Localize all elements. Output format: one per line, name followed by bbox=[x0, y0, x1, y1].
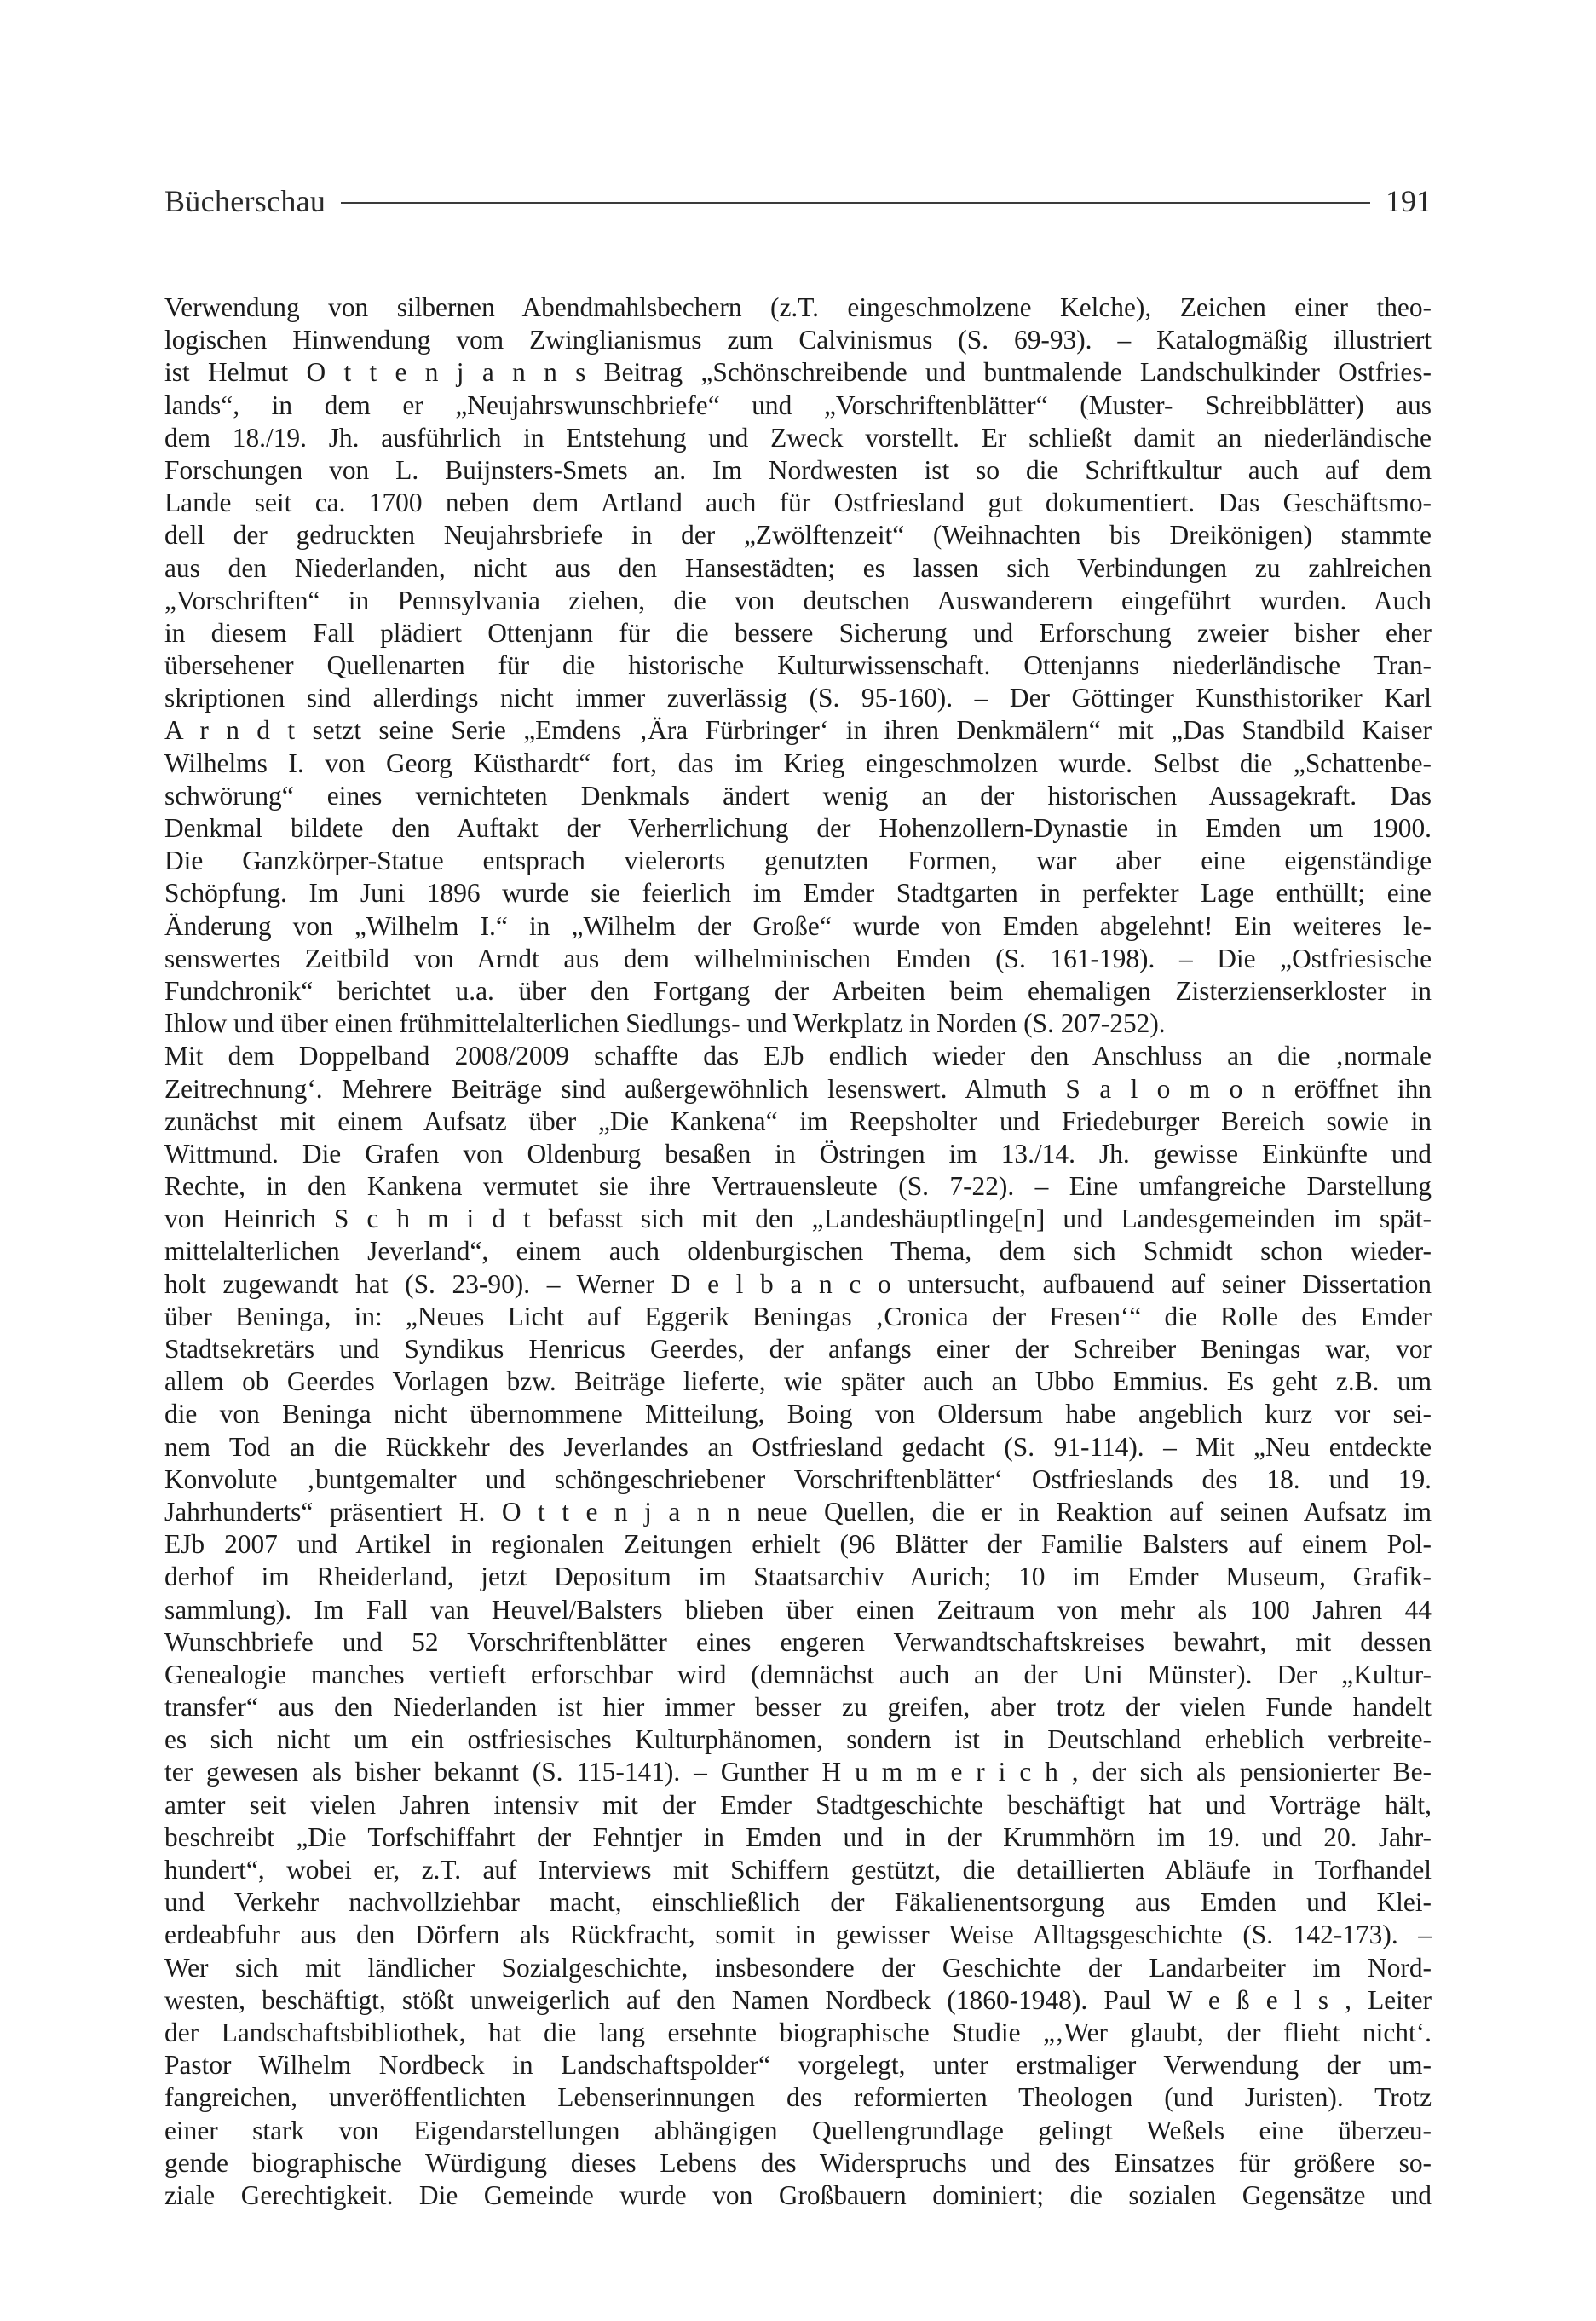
text-line: Konvolute ‚buntgemalter und schöngeschriebener Vorschriftenblätter‘ Ostfrieslands des 18. und 19. bbox=[164, 1464, 1432, 1494]
text-line: es sich nicht um ein ostfriesisches Kulturphänomen, sondern ist in Deutschland erheblich verbreite- bbox=[164, 1724, 1432, 1755]
text-line: Änderung von „Wilhelm I.“ in „Wilhelm der Große“ wurde von Emden abgelehnt! Ein weiteres le- bbox=[164, 910, 1432, 941]
text-line: Zeitrechnung‘. Mehrere Beiträge sind außergewöhnlich lesenswert. Almuth S a l o m o n eröffnet ihn bbox=[164, 1073, 1432, 1104]
text-line: Fundchronik“ berichtet u.a. über den Fortgang der Arbeiten beim ehemaligen Zisterzienserkloster in bbox=[164, 975, 1432, 1006]
text-line: senswertes Zeitbild von Arndt aus dem wilhelminischen Emden (S. 161-198). – Die „Ostfriesische bbox=[164, 943, 1432, 973]
text-line: logischen Hinwendung vom Zwinglianismus zum Calvinismus (S. 69-93). – Katalogmäßig illustriert bbox=[164, 325, 1432, 355]
text-line: von Heinrich S c h m i d t befasst sich mit den „Landeshäuptlinge[n] und Landesgemeinden im spät- bbox=[164, 1204, 1432, 1234]
text-line: Schöpfung. Im Juni 1896 wurde sie feierlich im Emder Stadtgarten in perfekter Lage enthüllt; eine bbox=[164, 878, 1432, 909]
text-line: aus den Niederlanden, nicht aus den Hansestädten; es lassen sich Verbindungen zu zahlreichen bbox=[164, 552, 1432, 583]
text-line: gende biographische Würdigung dieses Lebens des Widerspruchs und des Einsatzes für größere so- bbox=[164, 2147, 1432, 2178]
text-line: Wer sich mit ländlicher Sozialgeschichte, insbesondere der Geschichte der Landarbeiter im Nord- bbox=[164, 1952, 1432, 1983]
text-line: zunächst mit einem Aufsatz über „Die Kankena“ im Reepsholter und Friedeburger Bereich sowie in bbox=[164, 1106, 1432, 1136]
text-line: transfer“ aus den Niederlanden ist hier immer besser zu greifen, aber trotz der vielen Funde handelt bbox=[164, 1692, 1432, 1723]
text-line: schwörung“ eines vernichteten Denkmals ändert wenig an der historischen Aussagekraft. Das bbox=[164, 780, 1432, 811]
page-number: 191 bbox=[1386, 184, 1432, 218]
text-line: fangreichen, unveröffentlichten Lebenserinnungen des reformierten Theologen (und Juristen). Trotz bbox=[164, 2082, 1432, 2113]
text-line: „Vorschriften“ in Pennsylvania ziehen, die von deutschen Auswanderern eingeführt wurden. Auch bbox=[164, 585, 1432, 615]
text-line: Forschungen von L. Buijnsters-Smets an. Im Nordwesten ist so die Schriftkultur auch auf dem bbox=[164, 454, 1432, 485]
text-line: Verwendung von silbernen Abendmahlsbechern (z.T. eingeschmolzene Kelche), Zeichen einer theo- bbox=[164, 292, 1432, 322]
text-line: Jahrhunderts“ präsentiert H. O t t e n j a n n neue Quellen, die er in Reaktion auf seinen Aufsatz im bbox=[164, 1496, 1432, 1527]
text-line: die von Beninga nicht übernommene Mitteilung, Boing von Oldersum habe angeblich kurz vor sei- bbox=[164, 1399, 1432, 1429]
header-rule bbox=[341, 202, 1370, 204]
text-line: Wilhelms I. von Georg Küsthardt“ fort, das im Krieg eingeschmolzen wurde. Selbst die „Schattenbe- bbox=[164, 748, 1432, 778]
text-line: übersehener Quellenarten für die historische Kulturwissenschaft. Ottenjanns niederländische Tran- bbox=[164, 650, 1432, 681]
text-line: beschreibt „Die Torfschiffahrt der Fehntjer in Emden und in der Krummhörn im 19. und 20. Jahr- bbox=[164, 1822, 1432, 1852]
section-title: Bücherschau bbox=[164, 184, 326, 218]
text-line: in diesem Fall plädiert Ottenjann für die bessere Sicherung und Erforschung zweier bisher eher bbox=[164, 617, 1432, 648]
text-line: hundert“, wobei er, z.T. auf Interviews mit Schiffern gestützt, die detaillierten Abläufe in Torfhandel bbox=[164, 1855, 1432, 1885]
text-line: über Beninga, in: „Neues Licht auf Eggerik Beningas ‚Cronica der Fresen‘“ die Rolle des Emder bbox=[164, 1301, 1432, 1331]
text-line: amter seit vielen Jahren intensiv mit der Emder Stadtgeschichte beschäftigt hat und Vorträge hält, bbox=[164, 1789, 1432, 1820]
text-line: A r n d t setzt seine Serie „Emdens ‚Ära Fürbringer‘ in ihren Denkmälern“ mit „Das Standbild Kaiser bbox=[164, 715, 1432, 746]
text-line: lands“, in dem er „Neujahrswunschbriefe“ und „Vorschriftenblätter“ (Muster- Schreibblätter) aus bbox=[164, 390, 1432, 420]
text-line: Wittmund. Die Grafen von Oldenburg besaßen in Östringen im 13./14. Jh. gewisse Einkünfte und bbox=[164, 1138, 1432, 1169]
text-line: Pastor Wilhelm Nordbeck in Landschaftspolder“ vorgelegt, unter erstmaliger Verwendung der um- bbox=[164, 2050, 1432, 2081]
running-header bbox=[164, 181, 1432, 222]
text-line: Die Ganzkörper-Statue entsprach vielerorts genutzten Formen, war aber eine eigenständige bbox=[164, 846, 1432, 876]
text-line: Denkmal bildete den Auftakt der Verherrlichung der Hohenzollern-Dynastie in Emden um 1900. bbox=[164, 813, 1432, 843]
text-line: einer stark von Eigendarstellungen abhängigen Quellengrundlage gelingt Weßels eine überzeu- bbox=[164, 2115, 1432, 2145]
text-line: erdeabfuhr aus den Dörfern als Rückfracht, somit in gewisser Weise Alltagsgeschichte (S. 142-173). – bbox=[164, 1920, 1432, 1950]
text-line: westen, beschäftigt, stößt unweigerlich auf den Namen Nordbeck (1860-1948). Paul W e ß e l s , Leiter bbox=[164, 1984, 1432, 2015]
text-line: Stadtsekretärs und Syndikus Henricus Geerdes, der anfangs einer der Schreiber Beningas war, vor bbox=[164, 1334, 1432, 1364]
text-line: sammlung). Im Fall van Heuvel/Balsters blieben über einen Zeitraum von mehr als 100 Jahren 44 bbox=[164, 1594, 1432, 1625]
review-body-text bbox=[164, 292, 1432, 2212]
text-line: allem ob Geerdes Vorlagen bzw. Beiträge lieferte, wie später auch an Ubbo Emmius. Es geht z.B. um bbox=[164, 1366, 1432, 1397]
text-line: holt zugewandt hat (S. 23-90). – Werner D e l b a n c o untersucht, aufbauend auf seiner Dissertation bbox=[164, 1268, 1432, 1299]
text-line: skriptionen sind allerdings nicht immer zuverlässig (S. 95-160). – Der Göttinger Kunsthistoriker Karl bbox=[164, 683, 1432, 713]
text-line: Ihlow und über einen frühmittelalterlichen Siedlungs- und Werkplatz in Norden (S. 207-252). bbox=[164, 1008, 1166, 1039]
text-line: Mit dem Doppelband 2008/2009 schaffte das EJb endlich wieder den Anschluss an die ‚normale bbox=[164, 1041, 1432, 1071]
text-line: EJb 2007 und Artikel in regionalen Zeitungen erhielt (96 Blätter der Familie Balsters auf einem Pol- bbox=[164, 1529, 1432, 1560]
text-line: und Verkehr nachvollziehbar macht, einschließlich der Fäkalienentsorgung aus Emden und Klei- bbox=[164, 1887, 1432, 1918]
text-line: der Landschaftsbibliothek, hat die lang ersehnte biographische Studie „‚Wer glaubt, der flieht nicht‘. bbox=[164, 2017, 1432, 2047]
text-line: Genealogie manches vertieft erforschbar wird (demnächst auch an der Uni Münster). Der „Kultur- bbox=[164, 1659, 1432, 1689]
text-line: nem Tod an die Rückkehr des Jeverlandes an Ostfriesland gedacht (S. 91-114). – Mit „Neu entdeckte bbox=[164, 1431, 1432, 1462]
text-line: dell der gedruckten Neujahrsbriefe in der „Zwölftenzeit“ (Weihnachten bis Dreikönigen) stammte bbox=[164, 520, 1432, 551]
text-line: derhof im Rheiderland, jetzt Depositum im Staatsarchiv Aurich; 10 im Emder Museum, Grafik- bbox=[164, 1562, 1432, 1592]
text-line: Lande seit ca. 1700 neben dem Artland auch für Ostfriesland gut dokumentiert. Das Geschäftsmo- bbox=[164, 488, 1432, 518]
text-line: Wunschbriefe und 52 Vorschriftenblätter eines engeren Verwandtschaftskreises bewahrt, mit dessen bbox=[164, 1626, 1432, 1657]
text-line: ist Helmut O t t e n j a n n s Beitrag „Schönschreibende und buntmalende Landschulkinder Ostfries- bbox=[164, 357, 1432, 388]
text-line: ziale Gerechtigkeit. Die Gemeinde wurde von Großbauern dominiert; die sozialen Gegensätze und bbox=[164, 2180, 1432, 2210]
text-line: mittelalterlichen Jeverland“, einem auch oldenburgischen Thema, dem sich Schmidt schon wieder- bbox=[164, 1236, 1432, 1267]
text-line: Rechte, in den Kankena vermutet sie ihre Vertrauensleute (S. 7-22). – Eine umfangreiche Darstellung bbox=[164, 1171, 1432, 1202]
text-line: dem 18./19. Jh. ausführlich in Entstehung und Zweck vorstellt. Er schließt damit an niederländische bbox=[164, 422, 1432, 453]
text-line: ter gewesen als bisher bekannt (S. 115-141). – Gunther H u m m e r i c h , der sich als pensionierter Be- bbox=[164, 1757, 1432, 1787]
